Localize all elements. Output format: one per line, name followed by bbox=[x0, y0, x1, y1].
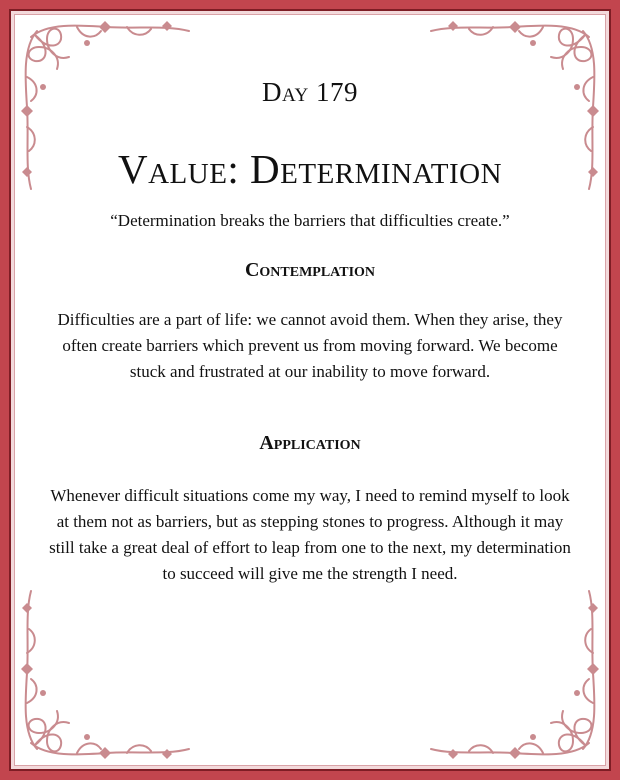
corner-ornament-bottom-left bbox=[17, 583, 197, 763]
section-body-contemplation: Difficulties are a part of life: we cannot avoid them. When they arise, they often create barriers which prevent us from moving forward. We become stuck and frustrated at our inability to move forward. bbox=[57, 310, 563, 381]
day-number: Day 179 bbox=[262, 77, 358, 107]
value-title: Value: Determination bbox=[117, 146, 503, 192]
section-heading-contemplation: Contemplation bbox=[244, 259, 376, 281]
corner-ornament-bottom-right bbox=[423, 583, 603, 763]
quote: “Determination breaks the barriers that difficulties create.” bbox=[110, 211, 510, 230]
section-heading-application: Application bbox=[259, 432, 361, 454]
page-canvas bbox=[9, 9, 611, 771]
section-body-application: Whenever difficult situations come my way, I need to remind myself to look at them not as barriers, but as stepping stones to progress. Although it may still take a great deal of effort to leap from one to the next, my determination to succeed will give me the strength I need. bbox=[49, 486, 571, 583]
